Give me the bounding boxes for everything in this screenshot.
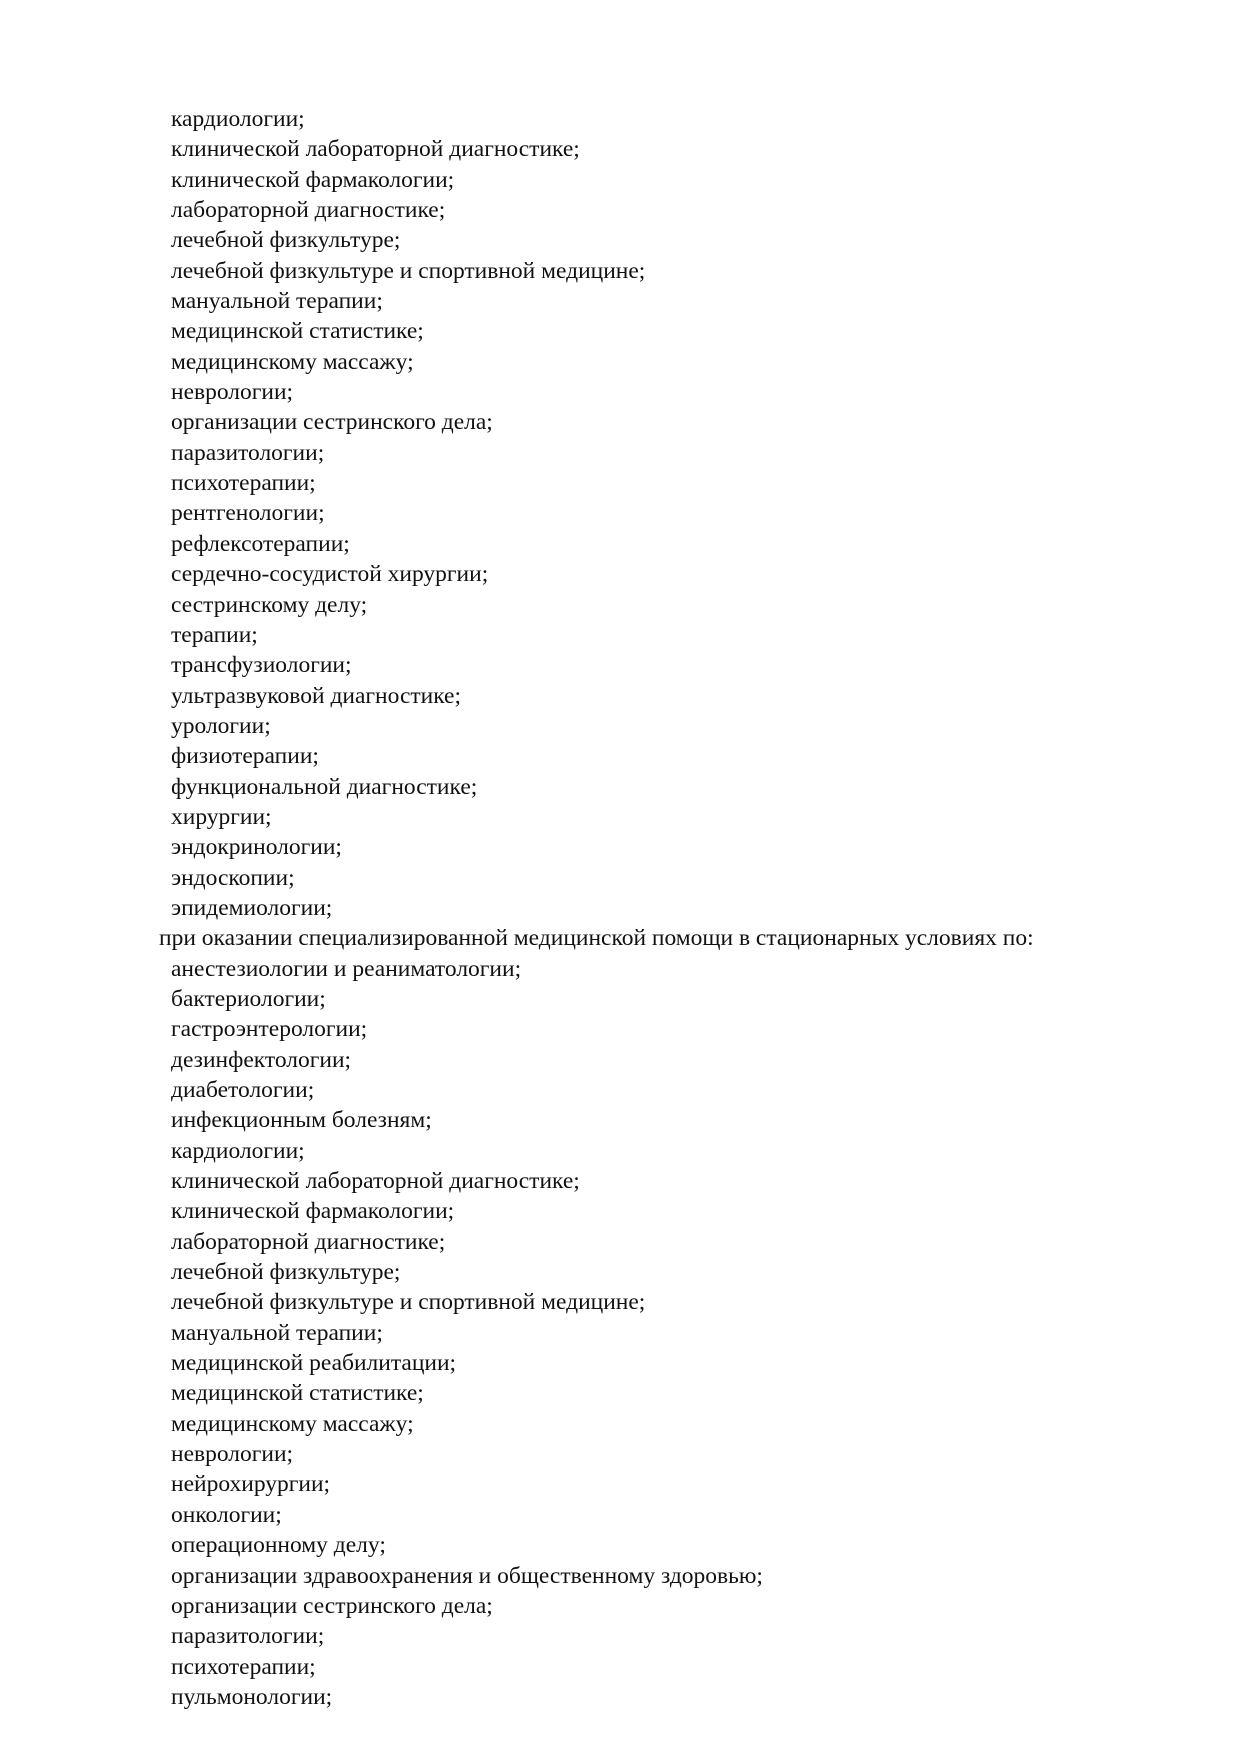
list-item: сердечно-сосудистой хирургии; [171,561,489,588]
list-item: медицинской реабилитации; [171,1350,457,1377]
list-item: организации сестринского дела; [171,409,493,436]
list-item: психотерапии; [171,470,316,497]
list-item: организации сестринского дела; [171,1592,493,1619]
list-item: неврологии; [171,1441,294,1468]
list-item: онкологии; [171,1501,282,1528]
list-item: ультразвуковой диагностике; [171,682,462,709]
list-item: психотерапии; [171,1653,316,1680]
list-item: медицинскому массажу; [171,1410,414,1437]
list-item: терапии; [171,621,258,648]
list-item: хирургии; [171,803,272,830]
list-item: бактериологии; [171,985,326,1012]
list-item: лабораторной диагностике; [171,1228,446,1255]
list-item: паразитологии; [171,1623,325,1650]
list-item: дезинфектологии; [171,1046,352,1073]
list-item: урологии; [171,712,271,739]
list-item: паразитологии; [171,439,325,466]
list-item: медицинской статистике; [171,1380,424,1407]
list-a [0,104,1240,923]
list-item: эпидемиологии; [171,894,333,921]
list-item: лечебной физкультуре; [171,227,401,254]
list-item: медицинскому массажу; [171,348,414,375]
list-item: медицинской статистике; [171,318,424,345]
list-item: эндоскопии; [171,864,295,891]
list-item: рентгенологии; [171,500,325,527]
list-b [0,954,1240,1713]
list-item: функциональной диагностике; [171,773,478,800]
list-item: нейрохирургии; [171,1471,331,1498]
list-item: эндокринологии; [171,834,342,861]
list-item: мануальной терапии; [171,288,383,315]
list-item: кардиологии; [171,106,305,132]
list-item: лечебной физкультуре и спортивной медицине; [171,257,646,284]
list-item: клинической лабораторной диагностике; [171,1168,580,1195]
list-item: неврологии; [171,379,294,406]
list-item: операционному делу; [171,1532,386,1559]
section-heading: при оказании специализированной медицинской помощи в стационарных условиях по: [159,925,1034,952]
list-item: клинической фармакологии; [171,1198,455,1225]
list-item: лабораторной диагностике; [171,197,446,224]
list-item: рефлексотерапии; [171,530,350,557]
list-item: инфекционным болезням; [171,1107,432,1134]
list-item: клинической фармакологии; [171,166,455,193]
list-item: физиотерапии; [171,743,319,770]
list-item: диабетологии; [171,1077,315,1103]
list-item: пульмонологии; [171,1683,333,1710]
list-item: организации здравоохранения и общественному здоровью; [171,1562,763,1589]
list-item: трансфузиологии; [171,652,352,679]
list-item: лечебной физкультуре; [171,1259,401,1286]
list-item: клинической лабораторной диагностике; [171,136,580,163]
list-item: сестринскому делу; [171,591,368,618]
list-item: кардиологии; [171,1137,305,1164]
list-item: гастроэнтерологии; [171,1016,368,1043]
list-item: анестезиологии и реаниматологии; [171,955,522,982]
list-item: лечебной физкультуре и спортивной медицине; [171,1289,646,1316]
list-item: мануальной терапии; [171,1319,383,1346]
text-block [0,104,1240,1712]
